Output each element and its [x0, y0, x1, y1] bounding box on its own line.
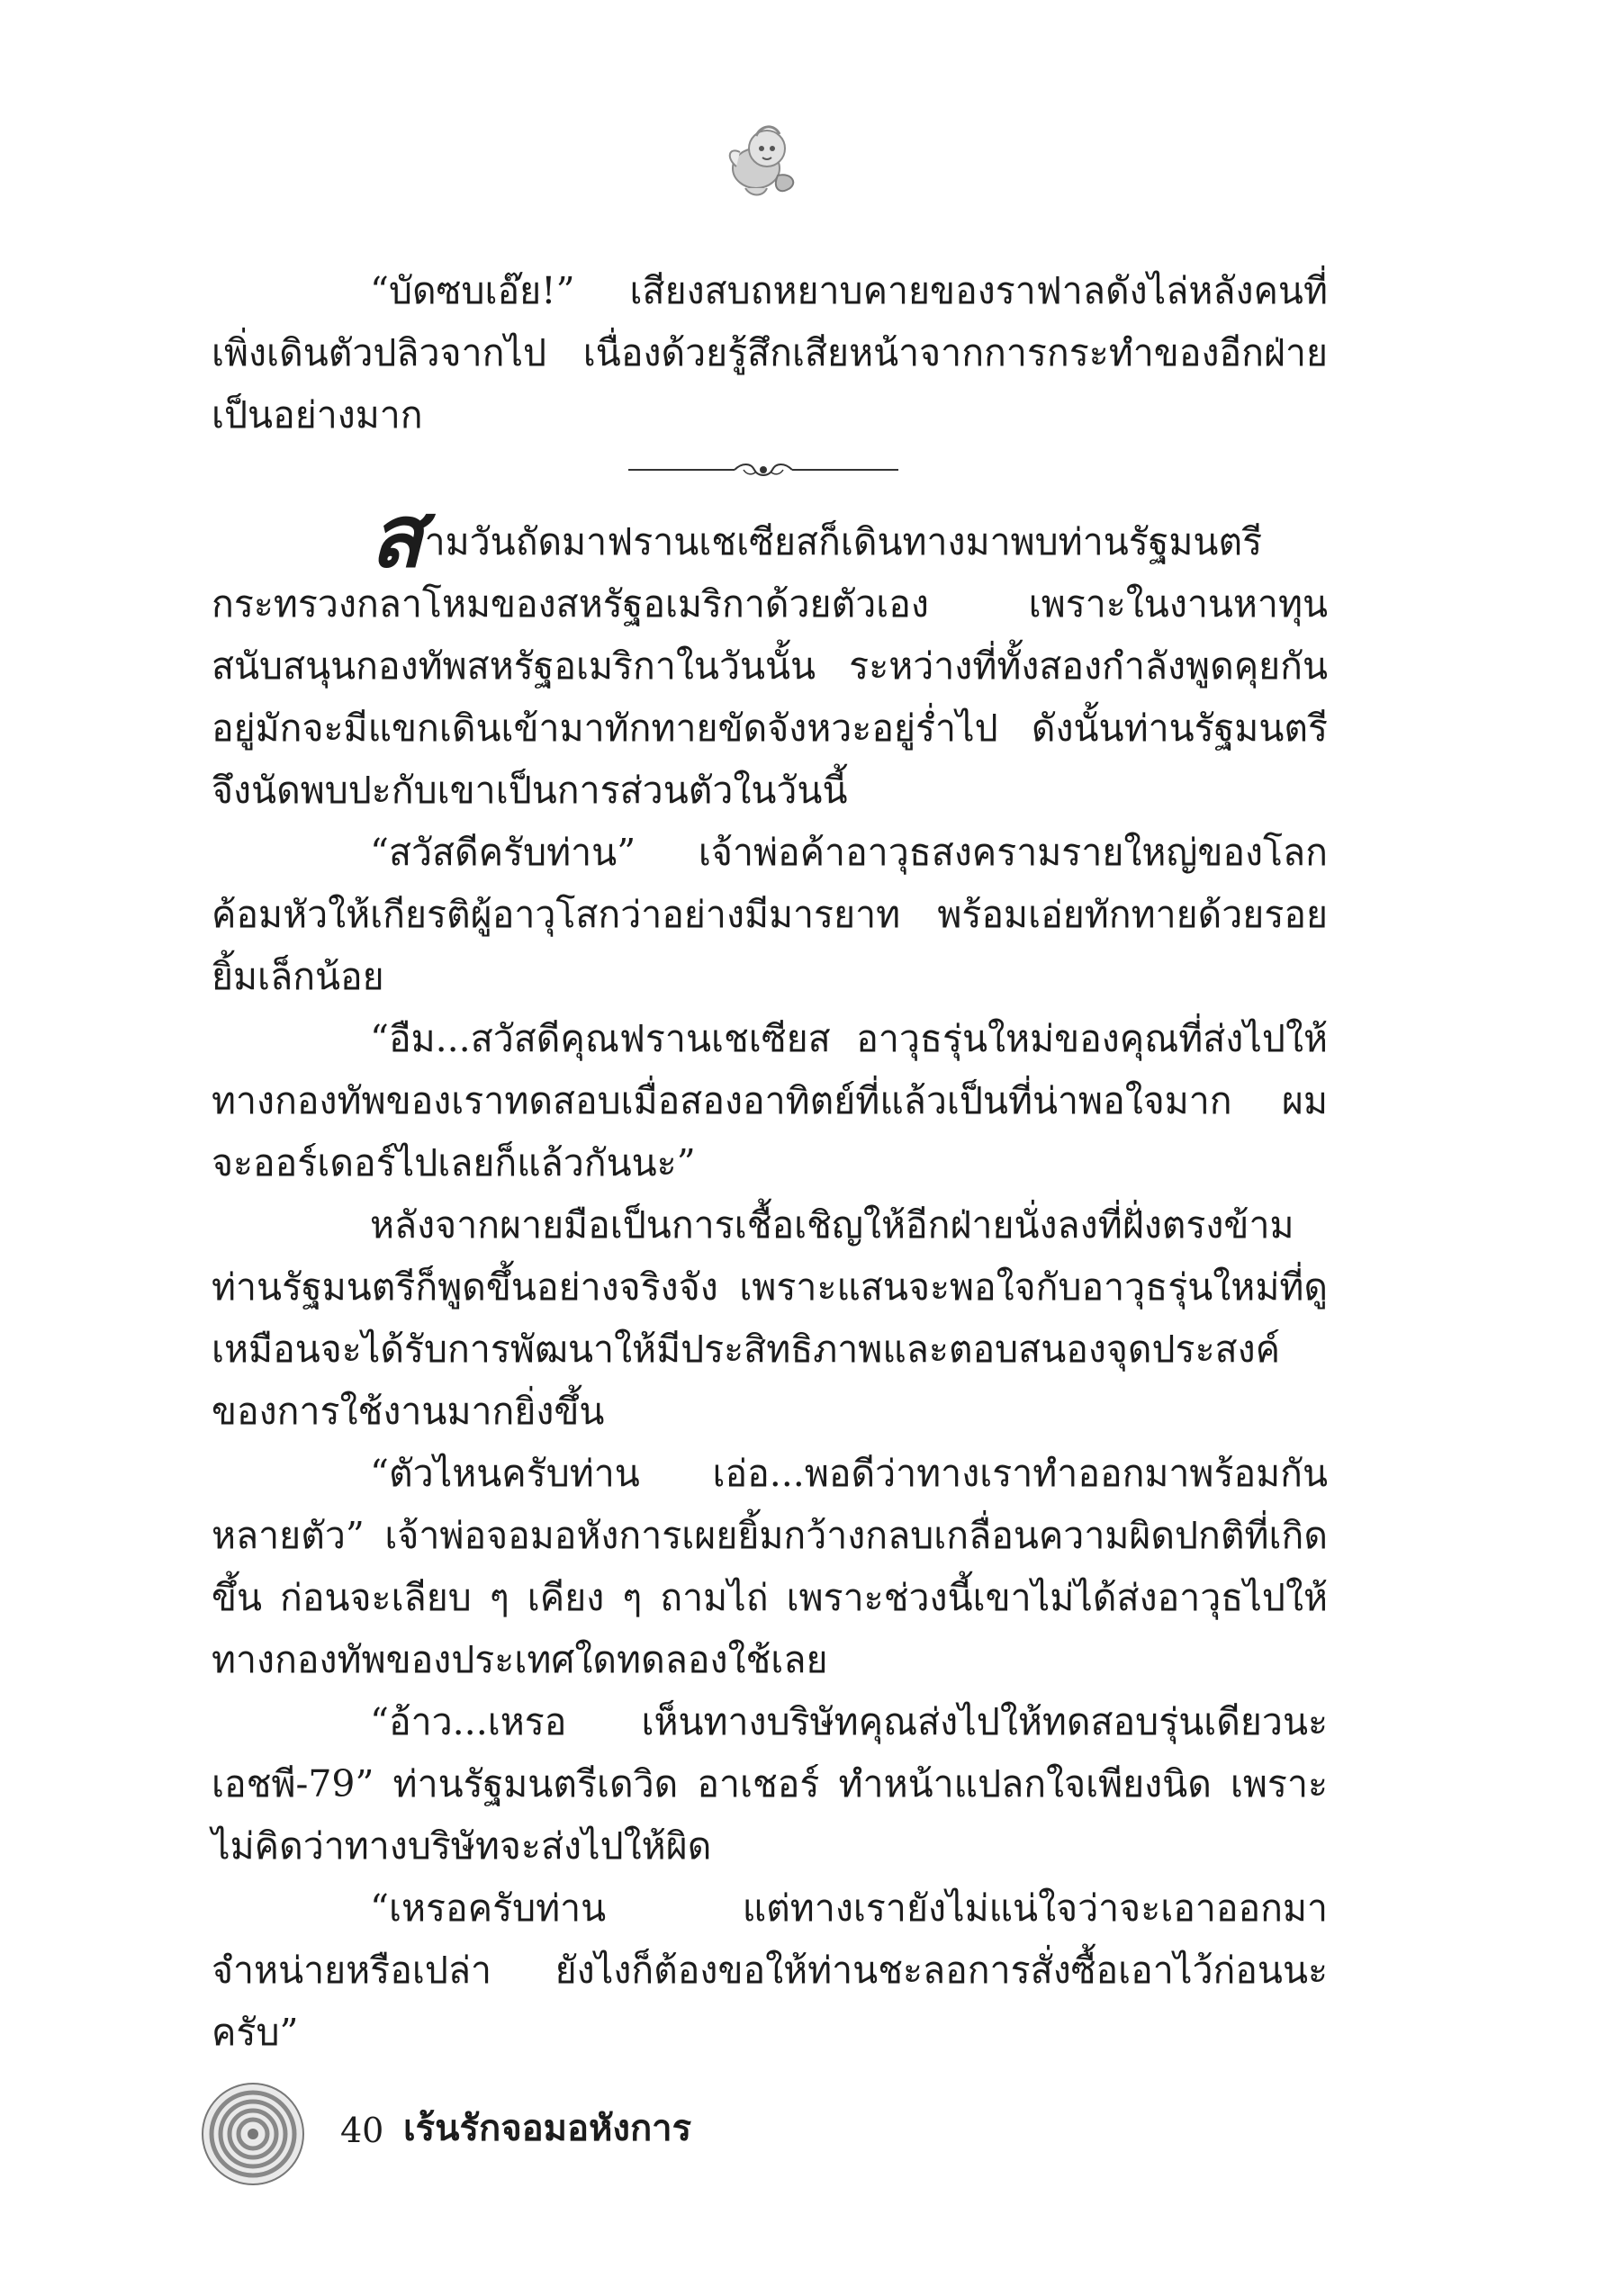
paragraph: “อืม...สวัสดีคุณฟรานเชเซียส อาวุธรุ่นใหม่ของคุณที่ส่งไปให้ทางกองทัพของเราทดสอบเมื่อสองอาทิตย์ที่แล้วเป็นที่น่าพอใจมาก ผมจะออร์เดอร์ไปเลยก็แล้วกันนะ” [212, 1017, 1328, 1184]
page-number: 40 [340, 2111, 384, 2150]
ornamental-divider [628, 455, 898, 485]
paragraph: “สวัสดีครับท่าน” เจ้าพ่อค้าอาวุธสงครามรายใหญ่ของโลกค้อมหัวให้เกียรติผู้อาวุโสกว่าอย่างมีมารยาท พร้อมเอ่ยทักทายด้วยรอยยิ้มเล็กน้อย [212, 831, 1328, 998]
book-title: เร้นรักจอมอหังการ [403, 2108, 692, 2149]
paragraph: กระทรวงกลาโหมของสหรัฐอเมริกาด้วยตัวเอง เพราะในงานหาทุนสนับสนุนกองทัพสหรัฐอเมริกาในวันนั้น ระหว่างที่ทั้งสองกำลังพูดคุยกันอยู่มักจะมีแขกเดินเข้ามาทักทายขัดจังหวะอยู่ร่ำไป ดังนั้นท่านรัฐมนตรีจึงนัดพบปะกับเขาเป็นการส่วนตัวในวันนี้ [212, 582, 1328, 812]
paragraph: หลังจากผายมือเป็นการเชื้อเชิญให้อีกฝ่ายนั่งลงที่ฝั่งตรงข้าม ท่านรัฐมนตรีก็พูดขึ้นอย่างจริงจัง เพราะแสนจะพอใจกับอาวุธรุ่นใหม่ที่ดูเหมือนจะได้รับการพัฒนาให้มีประสิทธิภาพและตอบสนองจุดประสงค์ของการใช้งานมากยิ่งขึ้น [212, 1203, 1328, 1433]
main-text [212, 485, 1328, 2064]
opening-text [212, 260, 1328, 446]
section-first-line [370, 485, 1328, 587]
first-line-text: ามวันถัดมาฟรานเชเซียสก็เดินทางมาพบท่านรัฐมนตรี [424, 520, 1263, 563]
paragraph: “เหรอครับท่าน แต่ทางเรายังไม่แน่ใจว่าจะเอาออกมาจำหน่ายหรือเปล่า ยังไงก็ต้องขอให้ท่านชะลอการสั่งซื้อเอาไว้ก่อนนะครับ” [212, 1886, 1328, 2054]
angel-emblem-icon [720, 113, 810, 203]
paragraph: “ตัวไหนครับท่าน เอ่อ...พอดีว่าทางเราทำออกมาพร้อมกันหลายตัว” เจ้าพ่อจอมอหังการเผยยิ้มกว้างกลบเกลื่อนความผิดปกติที่เกิดขึ้น ก่อนจะเลียบ ๆ เคียง ๆ ถามไถ่ เพราะช่วงนี้เขาไม่ได้ส่งอาวุธไปให้ทางกองทัพของประเทศใดทดลองใช้เลย [212, 1452, 1328, 1681]
paragraph: “บัดซบเอ๊ย!” เสียงสบถหยาบคายของราฟาลดังไล่หลังคนที่เพิ่งเดินตัวปลิวจากไป เนื่องด้วยรู้สึกเสียหน้าจากการกระทำของอีกฝ่ายเป็นอย่างมาก [212, 269, 1328, 437]
target-icon [200, 2081, 306, 2187]
drop-cap: ส [370, 485, 423, 587]
paragraph: “อ้าว...เหรอ เห็นทางบริษัทคุณส่งไปให้ทดสอบรุ่นเดียวนะ เอชพี-79” ท่านรัฐมนตรีเดวิด อาเชอร์ ทำหน้าแปลกใจเพียงนิด เพราะไม่คิดว่าทางบริษัทจะส่งไปให้ผิด [212, 1700, 1328, 1868]
